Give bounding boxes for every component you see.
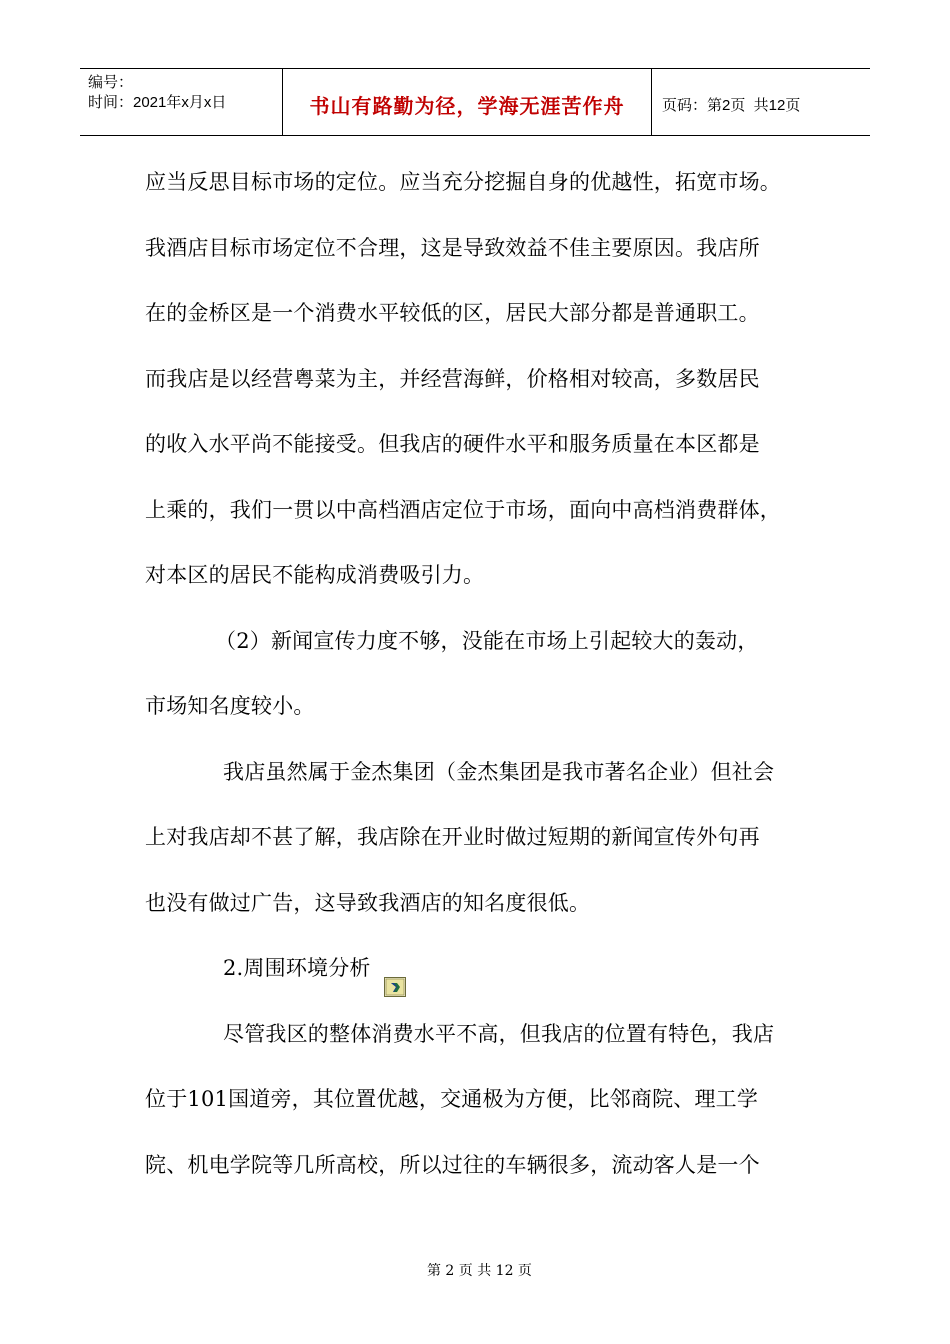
body-line: 院、机电学院等几所高校，所以过往的车辆很多，流动客人是一个 <box>145 1152 760 1177</box>
header-page-info <box>652 69 870 135</box>
body-line: 位于101国道旁，其位置优越，交通极为方便，比邻商院、理工学 <box>145 1087 759 1111</box>
header-number-label: 编号： <box>88 74 134 91</box>
body-line: 上对我店却不甚了解，我店除在开业时做过短期的新闻宣传外句再 <box>145 825 760 849</box>
body-line: 我酒店目标市场定位不合理，这是导致效益不佳主要原因。我店所 <box>145 235 760 260</box>
body-line: 的收入水平尚不能接受。但我店的硬件水平和服务质量在本区都是 <box>145 432 760 456</box>
body-line: 应当反思目标市场的定位。应当充分挖掘自身的优越性，拓宽市场。 <box>145 170 781 194</box>
section-heading-row <box>145 936 815 1002</box>
body-line: 在的金桥区是一个消费水平较低的区，居民大部分都是普通职工。 <box>145 301 760 325</box>
document-body <box>145 150 815 1198</box>
paragraph-start: 尽管我区的整体消费水平不高，但我店的位置有特色，我店 <box>223 1021 775 1046</box>
section-heading: （2）新闻宣传力度不够，没能在市场上引起较大的轰动， <box>215 628 759 653</box>
embedded-document-icon[interactable] <box>384 958 406 978</box>
body-line: 上乘的，我们一贯以中高档酒店定位于市场，面向中高档消费群体， <box>145 497 781 522</box>
body-line: 而我店是以经营粤菜为主，并经营海鲜，价格相对较高，多数居民 <box>145 366 760 391</box>
body-line: 对本区的居民不能构成消费吸引力。 <box>145 563 485 587</box>
header-meta <box>80 69 283 135</box>
header-time-label: 时间：2021年x月x日 <box>88 94 227 111</box>
footer-page-number: 第 2 页 共 12 页 <box>426 1263 532 1279</box>
page-footer <box>0 1244 950 1280</box>
body-line: 市场知名度较小。 <box>145 694 315 718</box>
body-line: 也没有做过广告，这导致我酒店的知名度很低。 <box>145 890 591 915</box>
section-heading: 2.周围环境分析 <box>223 956 371 980</box>
paragraph-start: 我店虽然属于金杰集团（金杰集团是我市著名企业）但社会 <box>223 759 775 784</box>
header-motto: 书山有路勤为径，学海无涯苦作舟 <box>283 69 652 135</box>
header-page-label: 页码：第2页 共12页 <box>662 96 801 114</box>
page-header <box>80 68 870 136</box>
